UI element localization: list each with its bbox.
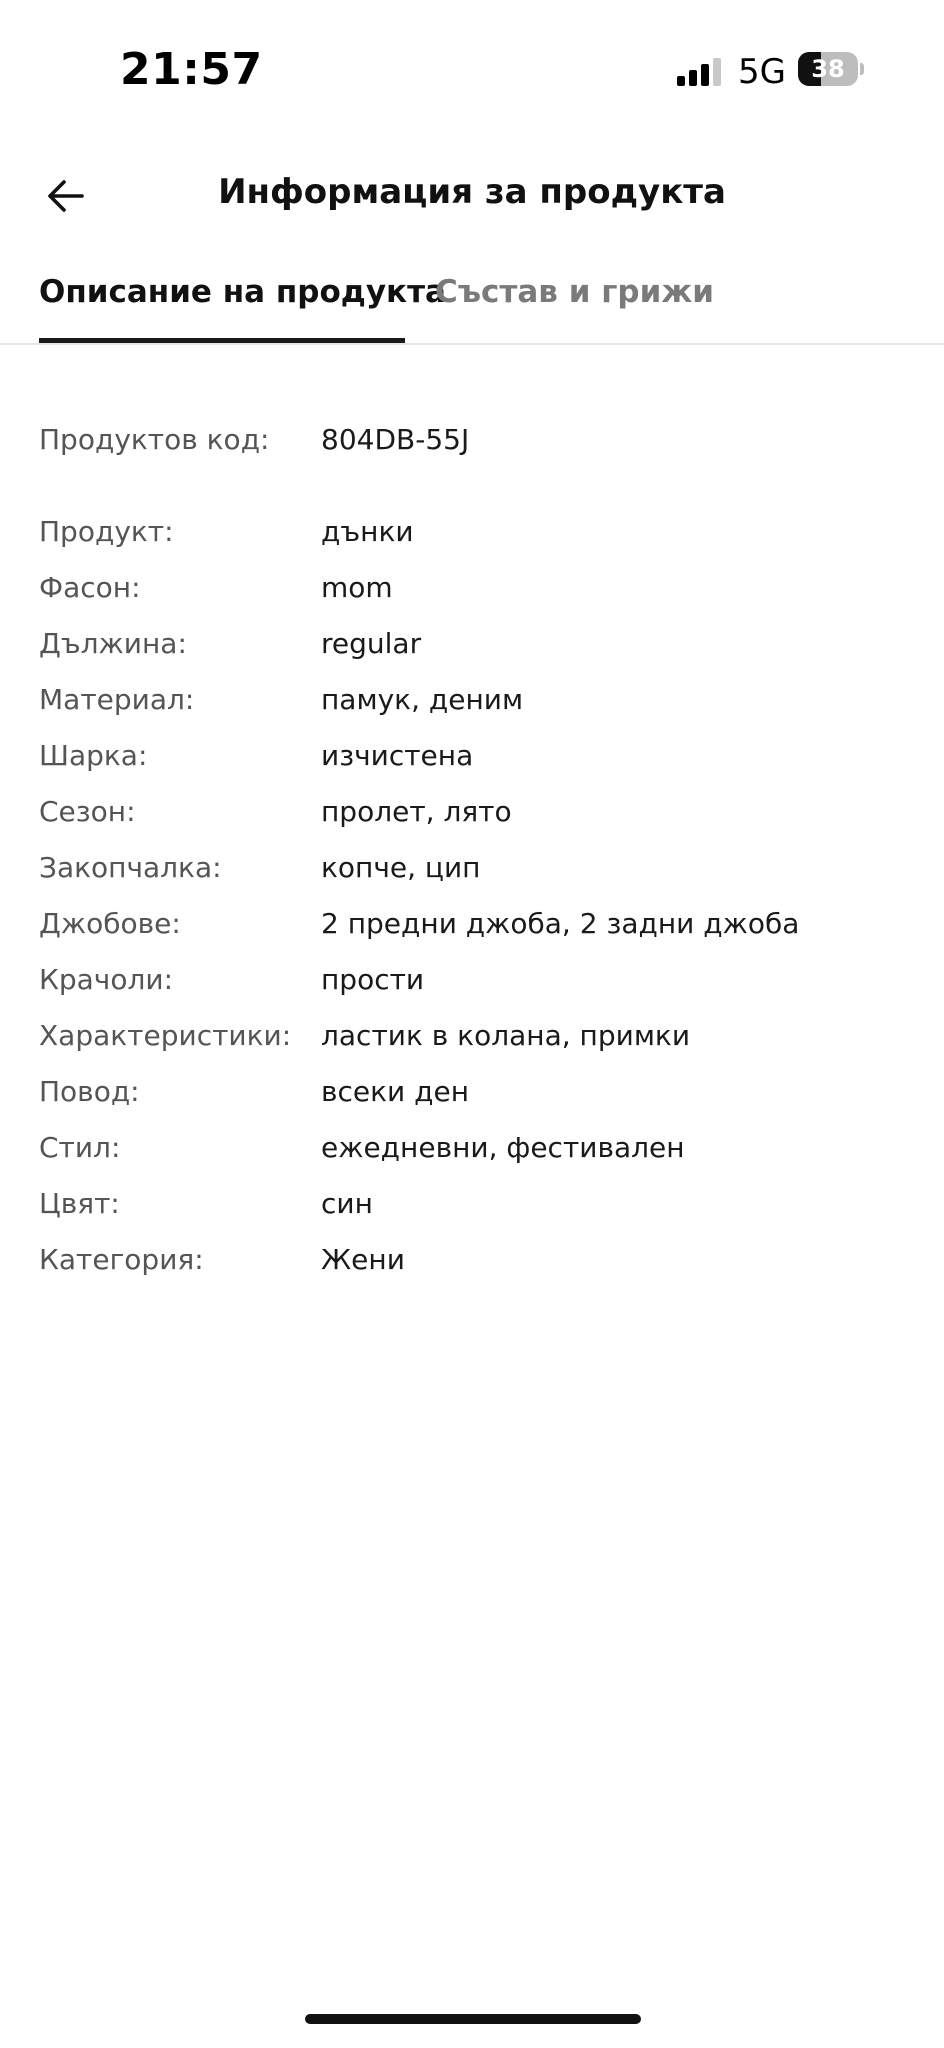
detail-label: Сезон: (39, 795, 136, 828)
page-title: Информация за продукта (218, 172, 726, 212)
detail-label: Продуктов код: (39, 423, 270, 456)
tab-bar (0, 268, 944, 345)
detail-value: прости (321, 963, 425, 996)
detail-value: син (321, 1187, 373, 1220)
detail-row (39, 958, 919, 1002)
detail-row (39, 566, 919, 610)
detail-value: ежедневни, фестивален (321, 1131, 685, 1164)
detail-row (39, 902, 919, 946)
detail-label: Продукт: (39, 515, 174, 548)
detail-label: Характеристики: (39, 1019, 292, 1052)
detail-label: Шарка: (39, 739, 148, 772)
detail-label: Джобове: (39, 907, 181, 940)
detail-value: дънки (321, 515, 414, 548)
detail-label: Цвят: (39, 1187, 120, 1220)
detail-value: 804DB-55J (321, 423, 470, 456)
detail-label: Материал: (39, 683, 195, 716)
detail-row (39, 1070, 919, 1114)
detail-value: изчистена (321, 739, 474, 772)
detail-value: памук, деним (321, 683, 524, 716)
detail-label: Крачоли: (39, 963, 174, 996)
detail-row (39, 418, 919, 462)
detail-value: всеки ден (321, 1075, 470, 1108)
tab-composition-care[interactable]: Състав и грижи (435, 274, 714, 310)
detail-row (39, 846, 919, 890)
detail-row (39, 510, 919, 554)
home-indicator[interactable] (305, 2014, 641, 2024)
header (0, 150, 944, 240)
detail-row (39, 622, 919, 666)
detail-value: mom (321, 571, 393, 604)
detail-value: 2 предни джоба, 2 задни джоба (321, 907, 800, 940)
detail-value: копче, цип (321, 851, 481, 884)
detail-value: пролет, лято (321, 795, 512, 828)
network-type-label: 5G (738, 52, 786, 92)
detail-value: ластик в колана, примки (321, 1019, 691, 1052)
status-time: 21:57 (120, 44, 263, 95)
detail-row (39, 1238, 919, 1282)
detail-value: Жени (321, 1243, 405, 1276)
detail-row (39, 1182, 919, 1226)
battery-icon (798, 52, 864, 86)
detail-row (39, 790, 919, 834)
detail-row (39, 1014, 919, 1058)
detail-label: Фасон: (39, 571, 141, 604)
detail-label: Закопчалка: (39, 851, 222, 884)
detail-label: Дължина: (39, 627, 187, 660)
detail-label: Категория: (39, 1243, 204, 1276)
detail-row (39, 734, 919, 778)
battery-level: 38 (811, 55, 845, 83)
detail-row (39, 678, 919, 722)
cellular-signal-icon (677, 58, 723, 86)
status-bar (0, 0, 944, 140)
detail-label: Стил: (39, 1131, 121, 1164)
tab-product-description[interactable]: Описание на продукта (39, 274, 405, 343)
detail-label: Повод: (39, 1075, 140, 1108)
detail-row (39, 1126, 919, 1170)
detail-value: regular (321, 627, 422, 660)
